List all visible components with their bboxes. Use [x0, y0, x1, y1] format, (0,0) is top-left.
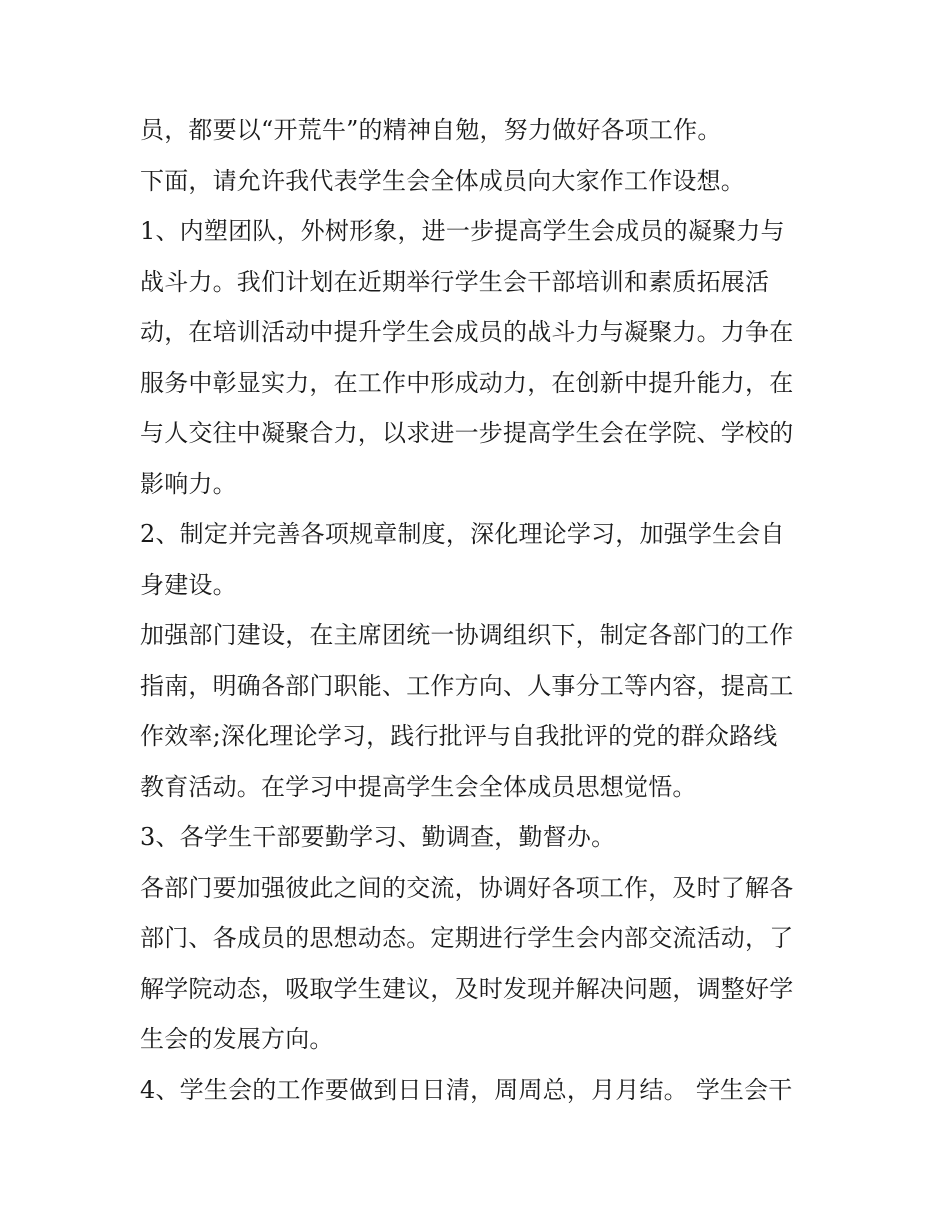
text-line: 作效率;深化理论学习，践行批评与自我批评的党的群众路线 [140, 722, 778, 750]
text-line: 解学院动态，吸取学生建议，及时发现并解决问题，调整好学 [140, 974, 794, 1003]
text-line: 身建设。 [140, 570, 237, 599]
text-line: 各部门要加强彼此之间的交流，协调好各项工作，及时了解各 [140, 873, 794, 902]
text-line: 下面，请允许我代表学生会全体成员向大家作工作设想。 [140, 166, 745, 195]
text-line: 影响力。 [140, 469, 237, 498]
text-line: 生会的发展方向。 [140, 1025, 334, 1053]
text-line: 战斗力。我们计划在近期举行学生会干部培训和素质拓展活 [140, 267, 770, 296]
text-line: 服务中彰显实力，在工作中形成动力，在创新中提升能力，在 [140, 368, 794, 397]
document-body [140, 105, 820, 1115]
text-line: 教育活动。在学习中提高学生会全体成员思想觉悟。 [140, 772, 697, 801]
text-line: 动，在培训活动中提升学生会成员的战斗力与凝聚力。力争在 [140, 318, 794, 346]
text-line: 指南，明确各部门职能、工作方向、人事分工等内容，提高工 [140, 671, 794, 700]
text-line: 员，都要以“开荒牛”的精神自勉，努力做好各项工作。 [140, 116, 722, 144]
text-line: 部门、各成员的思想动态。定期进行学生会内部交流活动，了 [140, 924, 794, 952]
text-line: 1、内塑团队，外树形象，进一步提高学生会成员的凝聚力与 [140, 217, 785, 245]
text-line: 4、学生会的工作要做到日日清，周周总，月月结。 学生会干 [140, 1075, 793, 1104]
text-line: 加强部门建设，在主席团统一协调组织下，制定各部门的工作 [140, 621, 794, 649]
text-line: 2、制定并完善各项规章制度，深化理论学习，加强学生会自 [140, 520, 785, 548]
text-line: 与人交往中凝聚合力，以求进一步提高学生会在学院、学校的 [140, 419, 794, 447]
text-line: 3、各学生干部要勤学习、勤调查，勤督办。 [140, 823, 616, 851]
